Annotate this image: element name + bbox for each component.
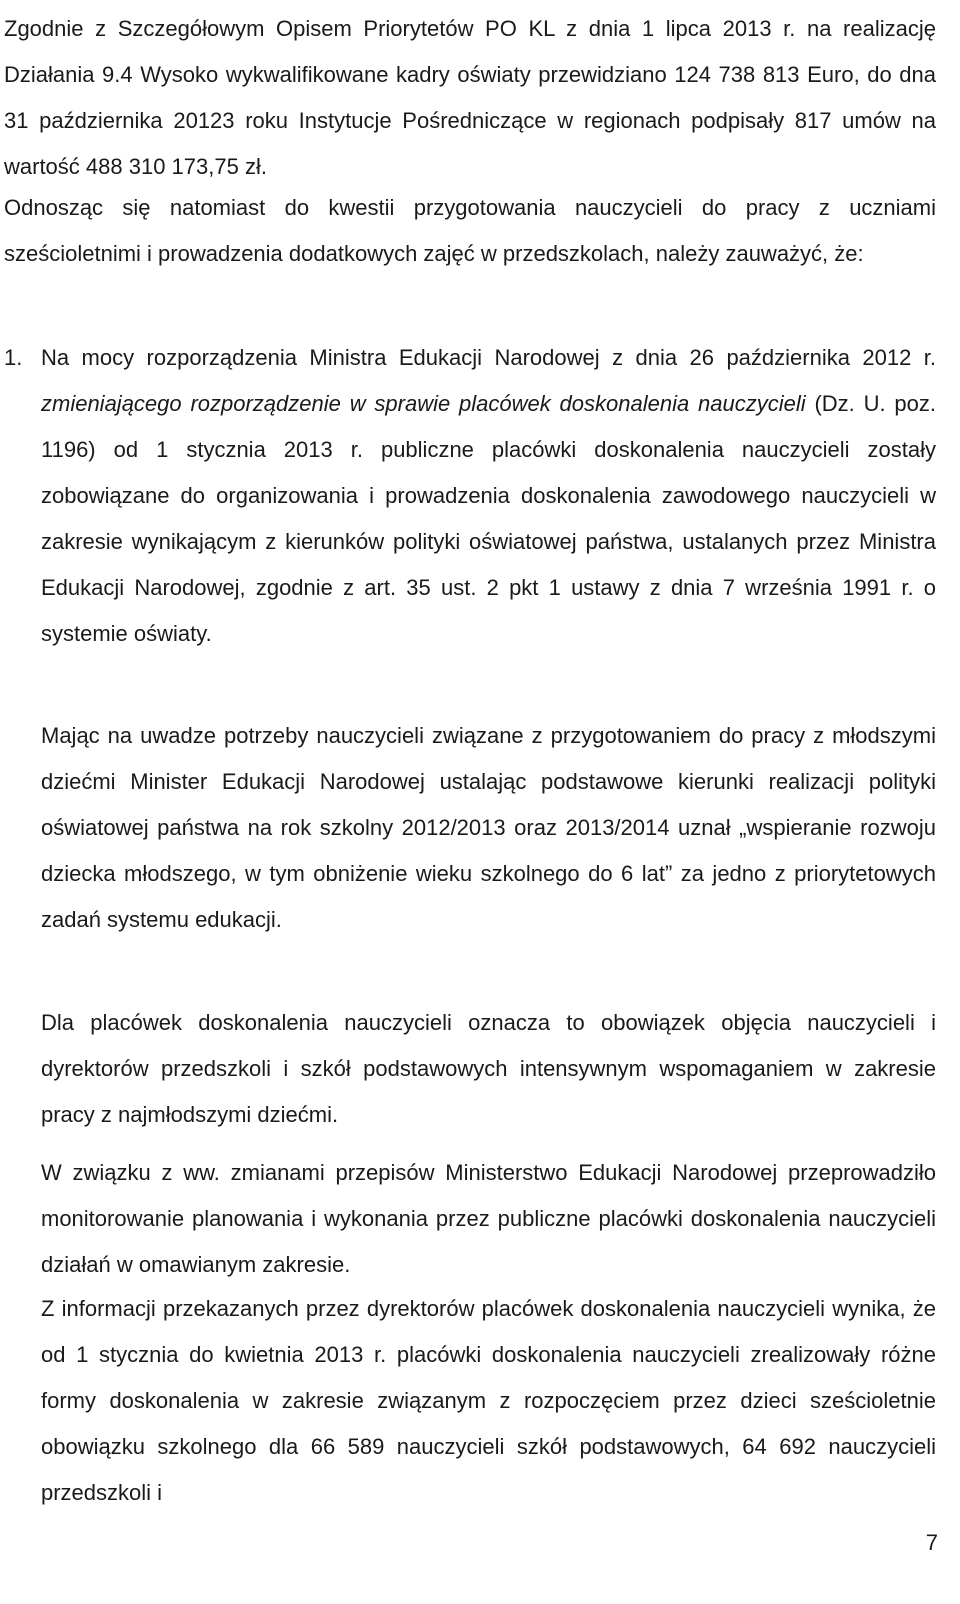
regulation-title: zmieniającego rozporządzenie w sprawie placówek doskonalenia nauczycieli: [41, 391, 806, 416]
page-number: 7: [925, 1530, 938, 1555]
priorities-paragraph: Mając na uwadze potrzeby nauczycieli związane z przygotowaniem do pracy z młodszymi dziećmi Minister Edukacji Narodowej ustalając podstawowe kierunki realizacji polityki oświatowej państwa na rok szkolny 2012/2013 oraz 2013/2014 uznał „wspieranie rozwoju dziecka młodszego, w tym obniżenie wieku szkolnego do 6 lat” za jedno z priorytetowych zadań systemu edukacji.: [41, 723, 936, 932]
list-item-text: [41, 335, 936, 657]
monitoring-paragraph: W związku z ww. zmianami przepisów Ministerstwo Edukacji Narodowej przeprowadziło monitorowanie planowania i wykonania przez publiczne placówki doskonalenia nauczycieli działań w omawianym zakresie.: [41, 1160, 936, 1277]
results-paragraph: Z informacji przekazanych przez dyrektorów placówek doskonalenia nauczycieli wynika, że od 1 stycznia do kwietnia 2013 r. placówki doskonalenia nauczycieli zrealizowały różne formy doskonalenia w zakresie związanym z rozpoczęciem przez dzieci sześcioletnie obowiązku szkolnego dla 66 589 nauczycieli szkół podstawowych, 64 692 nauczycieli przedszkoli i: [41, 1296, 936, 1505]
obligation-paragraph: Dla placówek doskonalenia nauczycieli oznacza to obowiązek objęcia nauczycieli i dyrektorów przedszkoli i szkół podstawowych intensywnym wspomaganiem w zakresie pracy z najmłodszymi dziećmi.: [41, 1010, 936, 1127]
context-paragraph: Odnosząc się natomiast do kwestii przygotowania nauczycieli do pracy z uczniami sześcioletnimi i prowadzenia dodatkowych zajęć w przedszkolach, należy zauważyć, że:: [4, 195, 936, 266]
list-item-text-after: (Dz. U. poz. 1196) od 1 stycznia 2013 r. publiczne placówki doskonalenia nauczycieli zostały zobowiązane do organizowania i prowadzenia doskonalenia zawodowego nauczycieli w zakresie wynikającym z kierunków polityki oświatowej państwa, ustalanych przez Ministra Edukacji Narodowej, zgodnie z art. 35 ust. 2 pkt 1 ustawy z dnia 7 września 1991 r. o systemie oświaty.: [41, 391, 936, 646]
intro-paragraph: Zgodnie z Szczegółowym Opisem Priorytetów PO KL z dnia 1 lipca 2013 r. na realizację Działania 9.4 Wysoko wykwalifikowane kadry oświaty przewidziano 124 738 813 Euro, do dna 31 października 20123 roku Instytucje Pośredniczące w regionach podpisały 817 umów na wartość 488 310 173,75 zł.: [4, 16, 936, 179]
list-item-text-before: Na mocy rozporządzenia Ministra Edukacji Narodowej z dnia 26 października 2012 r.: [41, 345, 936, 370]
list-item-number: 1.: [4, 345, 23, 370]
list-item: [4, 335, 936, 657]
